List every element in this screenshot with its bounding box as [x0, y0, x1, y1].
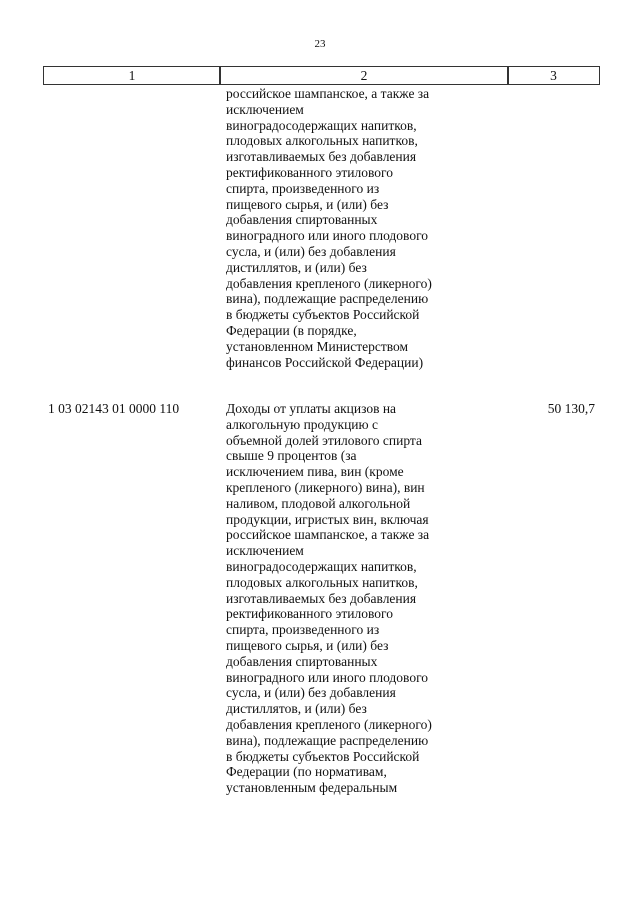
- description-line: алкогольную продукцию с: [226, 416, 378, 432]
- description-line: финансов Российской Федерации): [226, 354, 424, 370]
- description-line: Доходы от уплаты акцизов на: [226, 401, 397, 416]
- description-line: виноградного или иного плодового: [226, 669, 429, 685]
- description-line: ректификованного этилового: [226, 606, 393, 622]
- column-header-3: 3: [507, 66, 600, 85]
- description-line: добавления крепленого (ликерного): [226, 716, 432, 732]
- amount-value: 50 130,7: [547, 401, 595, 416]
- description-line: российское шампанское, а также за: [226, 86, 430, 101]
- description-line: в бюджеты субъектов Российской: [226, 748, 420, 764]
- row-description: [226, 401, 462, 796]
- description-line: наливом, плодовой алкогольной: [226, 495, 411, 511]
- description-line: вина), подлежащие распределению: [226, 732, 429, 748]
- description-line: установленном Министерством: [226, 338, 409, 354]
- budget-classification-code: 1 03 02143 01 0000 110: [48, 401, 180, 416]
- description-line: сусла, и (или) без добавления: [226, 243, 396, 259]
- description-line: виноградного или иного плодового: [226, 228, 429, 244]
- description-line: объемной долей этилового спирта: [226, 432, 422, 448]
- column-header-1: 1: [43, 66, 221, 85]
- description-line: исключением: [226, 543, 304, 559]
- description-line: дистиллятов, и (или) без: [226, 259, 367, 275]
- column-header-2: 2: [219, 66, 509, 85]
- description-line: исключением: [226, 101, 304, 117]
- description-line: спирта, произведенного из: [226, 622, 380, 638]
- description-line: виноградосодержащих напитков,: [226, 558, 417, 574]
- description-line: исключением пива, вин (кроме: [226, 464, 404, 480]
- description-line: изготавливаемых без добавления: [226, 149, 417, 165]
- description-line: свыше 9 процентов (за: [226, 448, 357, 464]
- description-line: дистиллятов, и (или) без: [226, 701, 367, 717]
- description-line: российское шампанское, а также за: [226, 527, 430, 543]
- description-line: плодовых алкогольных напитков,: [226, 133, 418, 149]
- description-line: пищевого сырья, и (или) без: [226, 637, 389, 653]
- description-line: продукции, игристых вин, включая: [226, 511, 429, 527]
- description-line: установленным федеральным: [226, 780, 398, 796]
- description-line: Федерации (в порядке,: [226, 322, 357, 338]
- description-line: в бюджеты субъектов Российской: [226, 307, 420, 323]
- page-number: 23: [314, 38, 326, 50]
- description-line: пищевого сырья, и (или) без: [226, 196, 389, 212]
- description-line: спирта, произведенного из: [226, 180, 380, 196]
- description-line: крепленого (ликерного) вина), вин: [226, 479, 425, 495]
- description-line: сусла, и (или) без добавления: [226, 685, 396, 701]
- description-line: добавления спиртованных: [226, 653, 378, 669]
- description-line: ректификованного этилового: [226, 164, 393, 180]
- continuation-description: [226, 86, 462, 370]
- description-line: изготавливаемых без добавления: [226, 590, 417, 606]
- description-line: добавления спиртованных: [226, 212, 378, 228]
- description-line: Федерации (по нормативам,: [226, 764, 387, 780]
- description-line: вина), подлежащие распределению: [226, 291, 429, 307]
- description-line: виноградосодержащих напитков,: [226, 117, 417, 133]
- table-header-row: [43, 66, 599, 84]
- description-line: добавления крепленого (ликерного): [226, 275, 432, 291]
- description-line: плодовых алкогольных напитков,: [226, 574, 418, 590]
